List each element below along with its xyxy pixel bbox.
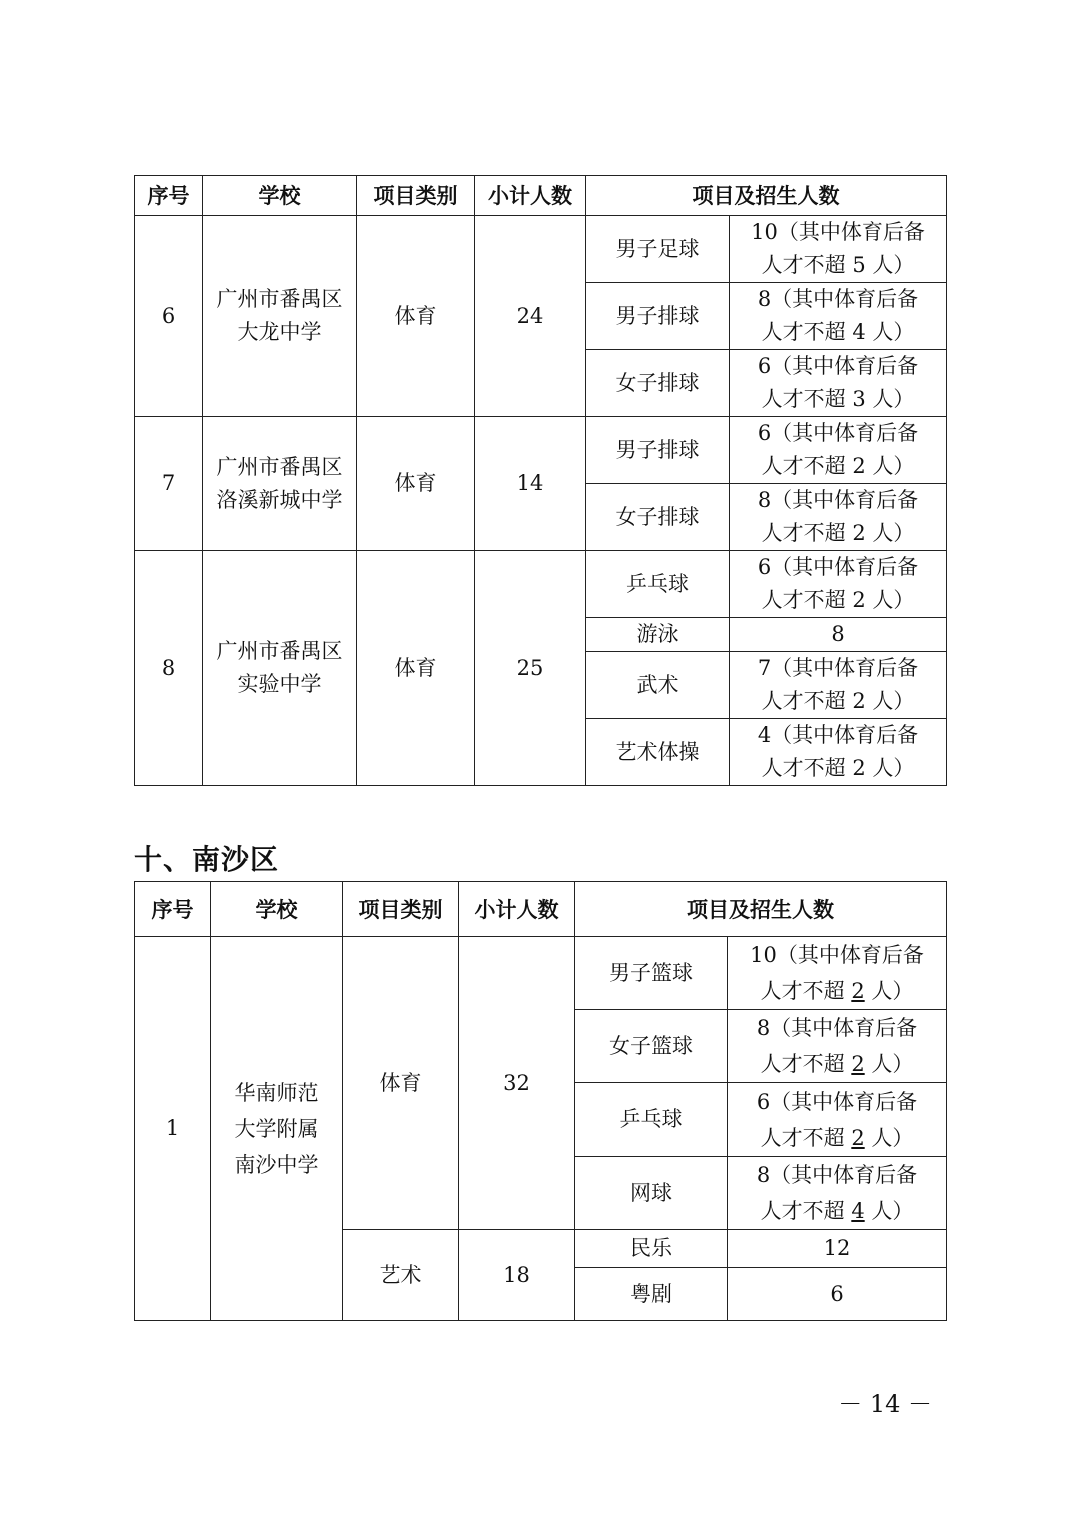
item-quota: 6 [728, 1268, 947, 1321]
item-name: 男子篮球 [575, 937, 728, 1010]
item-name: 艺术体操 [586, 719, 730, 786]
header-no: 序号 [135, 176, 203, 216]
school-name: 广州市番禺区 洛溪新城中学 [203, 417, 357, 551]
item-name: 网球 [575, 1157, 728, 1230]
item-name: 乒乓球 [575, 1083, 728, 1157]
row-no: 1 [135, 937, 211, 1321]
school-name: 广州市番禺区 实验中学 [203, 551, 357, 786]
header-items: 项目及招生人数 [575, 882, 947, 937]
item-name: 女子排球 [586, 484, 730, 551]
table-row [135, 216, 947, 283]
category: 体育 [357, 551, 475, 786]
subtotal: 14 [475, 417, 586, 551]
item-quota: 8（其中体育后备 人才不超 2 人） [728, 1010, 947, 1083]
item-quota: 4（其中体育后备 人才不超 2 人） [730, 719, 947, 786]
category: 体育 [357, 216, 475, 417]
row-no: 8 [135, 551, 203, 786]
header-items: 项目及招生人数 [586, 176, 947, 216]
header-subtotal: 小计人数 [459, 882, 575, 937]
item-quota: 10（其中体育后备 人才不超 2 人） [728, 937, 947, 1010]
table-header-row [135, 882, 947, 937]
enrollment-table-panyu [134, 175, 947, 786]
category: 体育 [357, 417, 475, 551]
item-quota: 8（其中体育后备 人才不超 4 人） [728, 1157, 947, 1230]
table-row [135, 417, 947, 484]
item-quota: 6（其中体育后备 人才不超 2 人） [728, 1083, 947, 1157]
header-school: 学校 [203, 176, 357, 216]
enrollment-table-nansha [134, 881, 947, 1321]
header-category: 项目类别 [357, 176, 475, 216]
row-no: 7 [135, 417, 203, 551]
item-name: 女子篮球 [575, 1010, 728, 1083]
row-no: 6 [135, 216, 203, 417]
item-quota: 8 [730, 618, 947, 652]
item-quota: 6（其中体育后备 人才不超 2 人） [730, 417, 947, 484]
item-name: 乒乓球 [586, 551, 730, 618]
item-quota: 12 [728, 1230, 947, 1268]
subtotal: 32 [459, 937, 575, 1230]
school-name: 华南师范 大学附属 南沙中学 [211, 937, 343, 1321]
subtotal: 24 [475, 216, 586, 417]
item-quota: 6（其中体育后备 人才不超 3 人） [730, 350, 947, 417]
item-name: 武术 [586, 652, 730, 719]
header-school: 学校 [211, 882, 343, 937]
item-name: 男子排球 [586, 283, 730, 350]
section-title: 十、南沙区 [134, 843, 280, 876]
subtotal: 18 [459, 1230, 575, 1321]
item-quota: 8（其中体育后备 人才不超 4 人） [730, 283, 947, 350]
table-row [135, 551, 947, 618]
item-quota: 8（其中体育后备 人才不超 2 人） [730, 484, 947, 551]
item-quota: 6（其中体育后备 人才不超 2 人） [730, 551, 947, 618]
school-name: 广州市番禺区 大龙中学 [203, 216, 357, 417]
table-header-row [135, 176, 947, 216]
page-number: － 14 － [838, 1390, 932, 1418]
header-category: 项目类别 [343, 882, 459, 937]
item-name: 民乐 [575, 1230, 728, 1268]
subtotal: 25 [475, 551, 586, 786]
category: 体育 [343, 937, 459, 1230]
item-name: 男子足球 [586, 216, 730, 283]
table-row [135, 937, 947, 1010]
item-quota: 10（其中体育后备 人才不超 5 人） [730, 216, 947, 283]
header-no: 序号 [135, 882, 211, 937]
header-subtotal: 小计人数 [475, 176, 586, 216]
item-name: 粤剧 [575, 1268, 728, 1321]
item-name: 女子排球 [586, 350, 730, 417]
item-name: 游泳 [586, 618, 730, 652]
item-name: 男子排球 [586, 417, 730, 484]
category: 艺术 [343, 1230, 459, 1321]
item-quota: 7（其中体育后备 人才不超 2 人） [730, 652, 947, 719]
